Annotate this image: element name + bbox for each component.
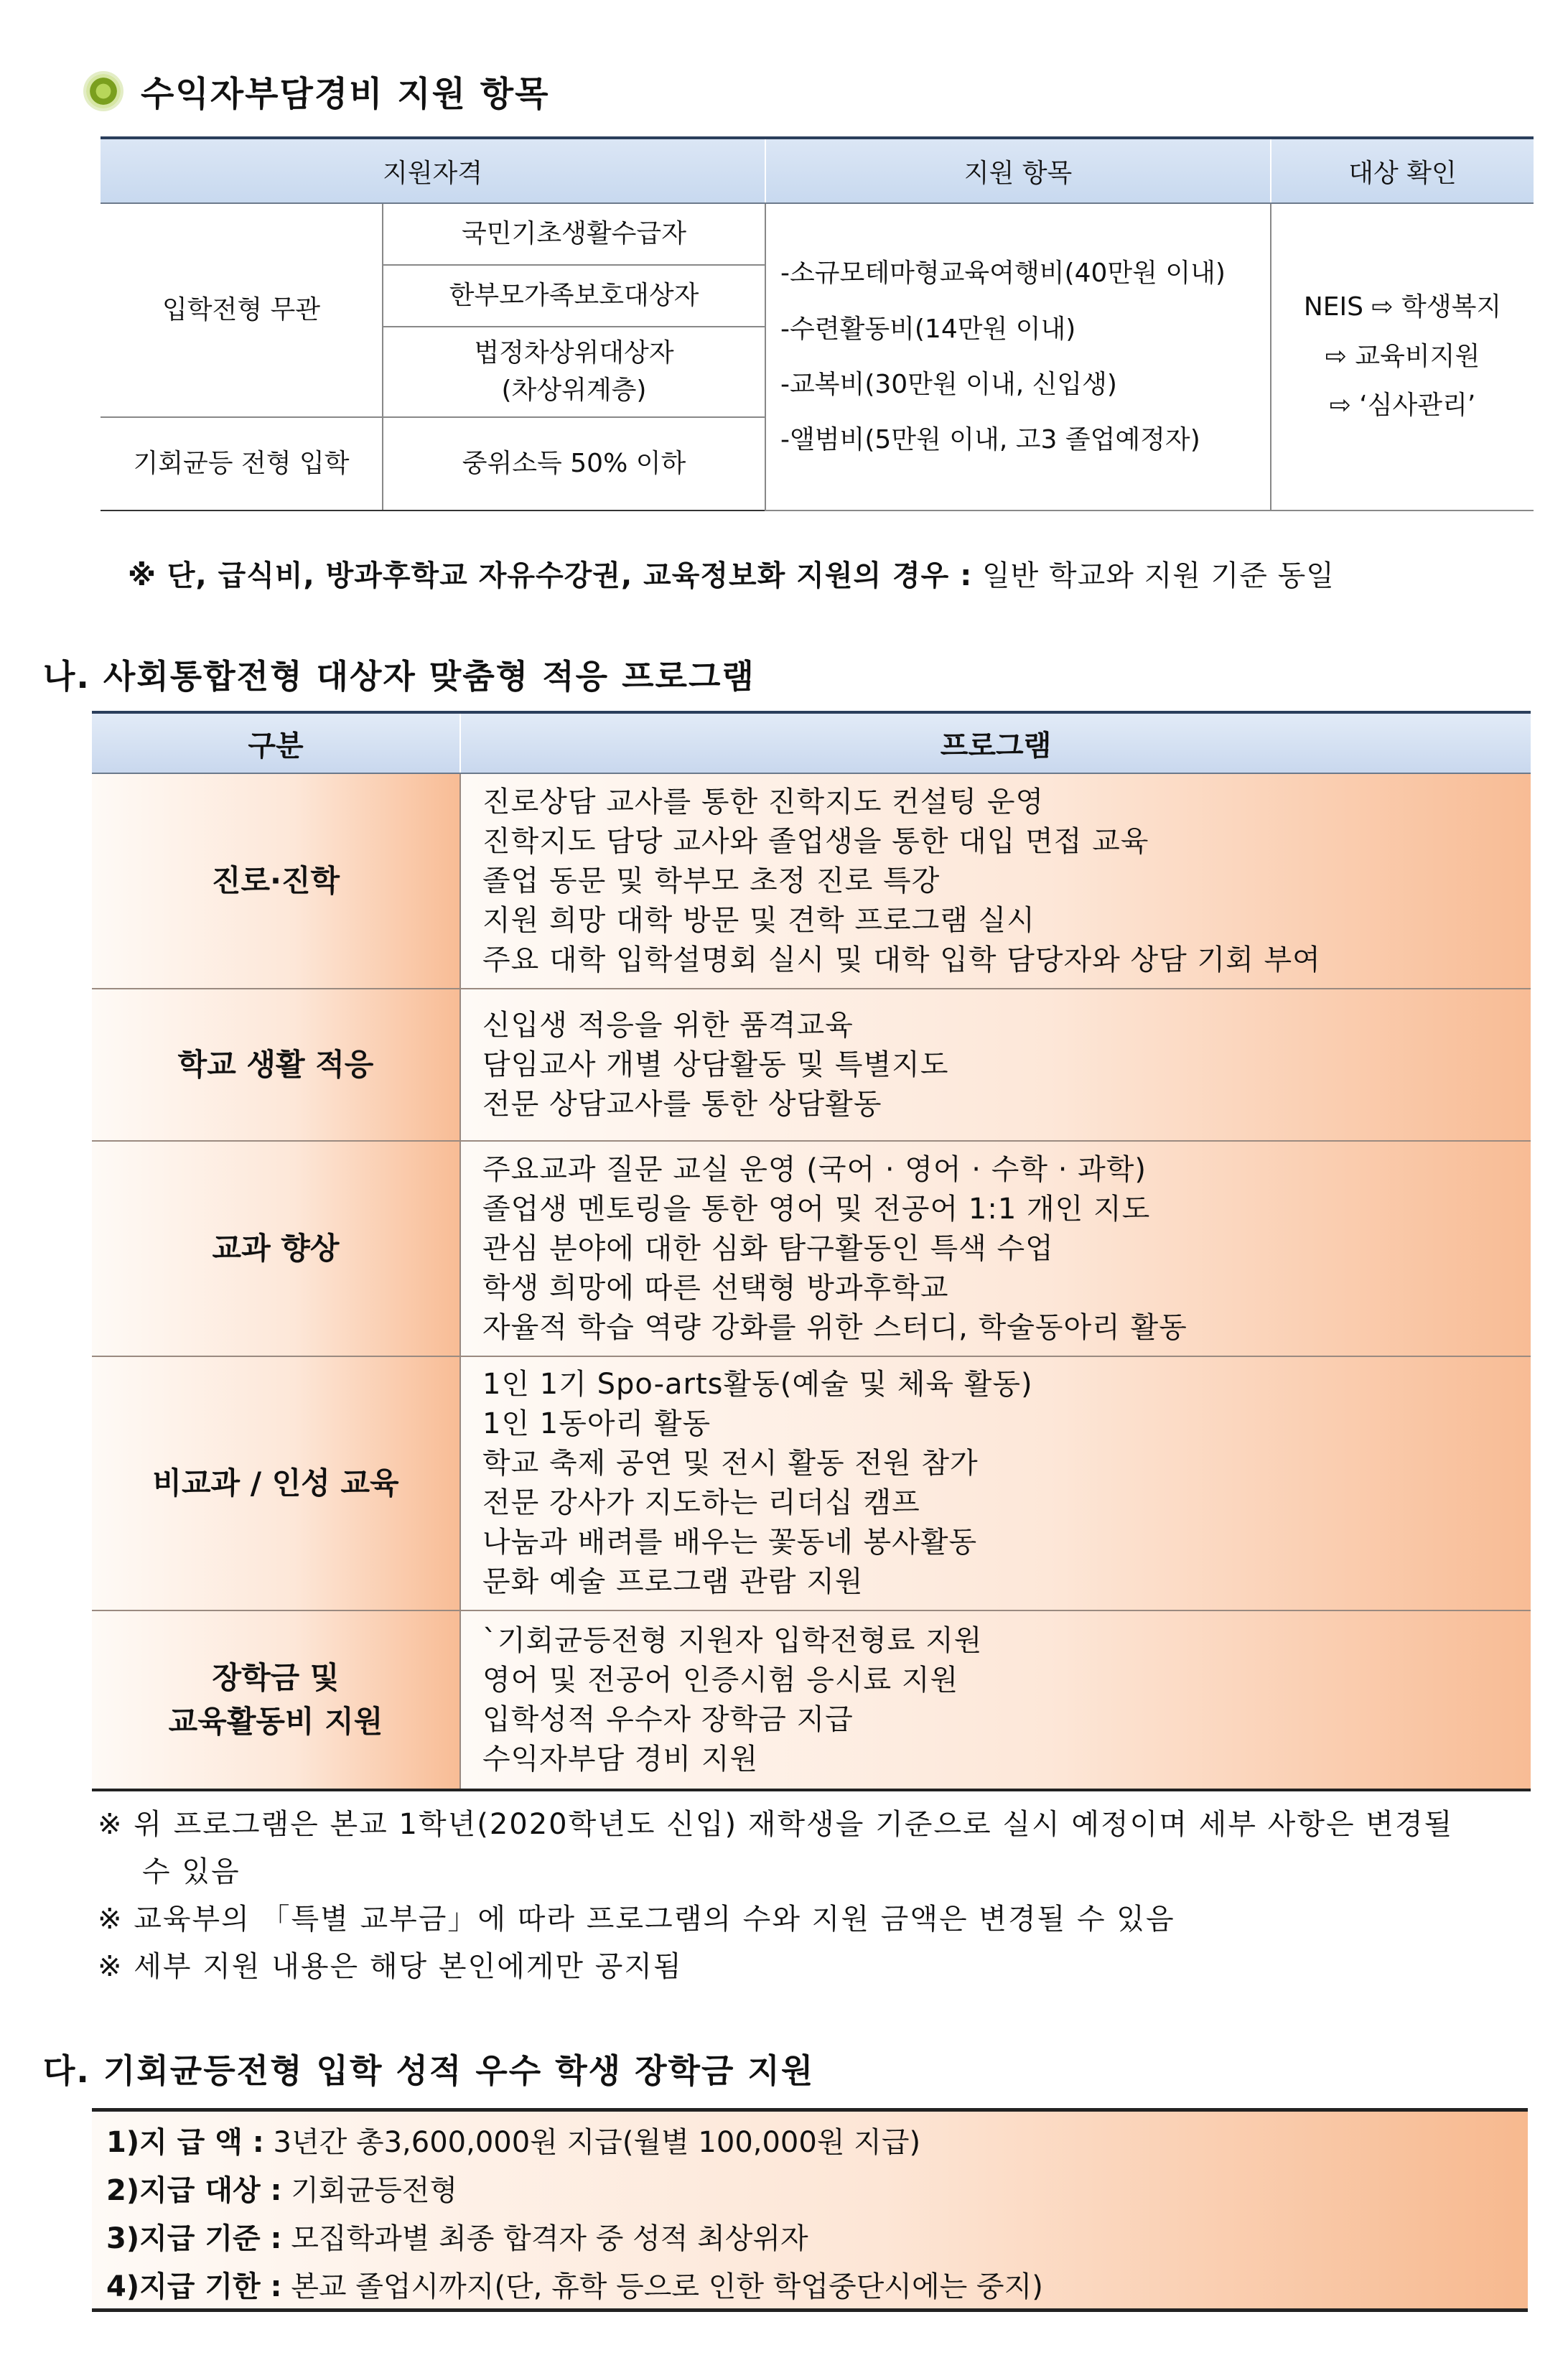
note-line: ※ 세부 지원 내용은 해당 본인에게만 공지됨 <box>98 1950 683 1983</box>
row-value: 3년간 총3,600,000원 지급(월별 100,000원 지급) <box>263 2126 921 2159</box>
scholarship-box <box>92 2108 1528 2312</box>
program-line: 자율적 학습 역량 강화를 위한 스터디, 학술동아리 활동 <box>482 1310 1187 1344</box>
section1-title: 수익자부담경비 지원 항목 <box>141 74 550 114</box>
program-line: 전문 강사가 지도하는 리더십 캠프 <box>482 1486 920 1519</box>
note-bold-part: ※ 단, 급식비, 방과후학교 자유수강권, 교육정보화 지원의 경우 : <box>128 559 973 592</box>
target-check-cell <box>1271 203 1534 511</box>
header-target-check: 대상 확인 <box>1271 138 1534 203</box>
program-cell <box>460 989 1531 1141</box>
scholarship-row <box>106 2263 1528 2311</box>
support-items-cell <box>765 203 1271 511</box>
program-cell <box>460 1610 1531 1790</box>
section2-notes <box>98 1801 1541 1990</box>
program-line: 나눔과 배려를 배우는 꽃동네 봉사활동 <box>482 1526 978 1559</box>
section1-note <box>128 553 1335 594</box>
category-cell: 교과 향상 <box>92 1141 460 1356</box>
program-line: 1인 1동아리 활동 <box>482 1407 711 1440</box>
note-line: 수 있음 <box>142 1855 241 1888</box>
program-line: 학생 희망에 따른 선택형 방과후학교 <box>482 1271 949 1305</box>
qualification-cell: 한부모가족보호대상자 <box>383 265 765 327</box>
category-cell: 비교과 / 인성 교육 <box>92 1356 460 1610</box>
check-step: NEIS ⇨ 학생복지 <box>1303 292 1502 322</box>
row-value: 본교 졸업시까지(단, 휴학 등으로 인한 학업중단시에는 중지) <box>281 2270 1043 2303</box>
program-line: 문화 예술 프로그램 관람 지원 <box>482 1565 864 1598</box>
check-step: ⇨ ‘심사관리’ <box>1329 391 1476 421</box>
program-line: 신입생 적응을 위한 품격교육 <box>482 1008 854 1042</box>
program-line: 관심 분야에 대한 심화 탐구활동인 특색 수업 <box>482 1231 1054 1265</box>
program-line: 입학성적 우수자 장학금 지급 <box>482 1702 854 1736</box>
program-line: 진학지도 담당 교사와 졸업생을 통한 대입 면접 교육 <box>482 824 1149 858</box>
program-line: 담임교사 개별 상담활동 및 특별지도 <box>482 1048 949 1081</box>
qualification-cell: 법정차상위대상자 (차상위계층) <box>383 327 765 417</box>
row-label: 2)지급 대상 : <box>106 2174 282 2207</box>
group1-label: 입학전형 무관 <box>101 203 383 417</box>
program-line: 지원 희망 대학 방문 및 견학 프로그램 실시 <box>482 903 1035 937</box>
scholarship-row <box>106 2119 1528 2167</box>
note-line: ※ 교육부의 「특별 교부금」에 따라 프로그램의 수와 지원 금액은 변경될 수 있음 <box>98 1903 1175 1936</box>
check-step: ⇨ 교육비지원 <box>1325 341 1480 371</box>
program-line: 수익자부담 경비 지원 <box>482 1742 759 1776</box>
category-cell: 장학금 및 교육활동비 지원 <box>92 1610 460 1790</box>
program-line: 주요교과 질문 교실 운영 (국어 · 영어 · 수학 · 과학) <box>482 1152 1147 1186</box>
qualification-cell: 중위소득 50% 이하 <box>383 417 765 511</box>
program-line: 주요 대학 입학설명회 실시 및 대학 입학 담당자와 상담 기회 부여 <box>482 943 1321 976</box>
row-label: 4)지급 기한 : <box>106 2270 282 2303</box>
row-label: 3)지급 기준 : <box>106 2222 282 2255</box>
row-value: 모집학과별 최종 합격자 중 성적 최상위자 <box>281 2222 808 2255</box>
program-cell <box>460 1141 1531 1356</box>
support-item: -소규모테마형교육여행비(40만원 이내) <box>780 258 1226 289</box>
note-rest-part: 일반 학교와 지원 기준 동일 <box>972 559 1335 592</box>
program-line: 학교 축제 공연 및 전시 활동 전원 참가 <box>482 1447 979 1480</box>
program-line: 영어 및 전공어 인증시험 응시료 지원 <box>482 1663 959 1697</box>
header-support-items: 지원 항목 <box>765 138 1271 203</box>
green-bullet-icon <box>86 74 121 108</box>
qualification-cell: 국민기초생활수급자 <box>383 203 765 265</box>
group2-label: 기회균등 전형 입학 <box>101 417 383 511</box>
program-line: 전문 상담교사를 통한 상담활동 <box>482 1087 882 1121</box>
header-qualification: 지원자격 <box>101 138 765 203</box>
header-category: 구분 <box>92 712 460 773</box>
program-line: 졸업 동문 및 학부모 초정 진로 특강 <box>482 864 941 898</box>
category-cell: 진로·진학 <box>92 773 460 989</box>
support-item: -교복비(30만원 이내, 신입생) <box>780 370 1117 399</box>
section2-title: 나. 사회통합전형 대상자 맞춤형 적응 프로그램 <box>43 657 755 696</box>
scholarship-row <box>106 2167 1528 2215</box>
row-label: 1)지 급 액 : <box>106 2126 264 2159</box>
program-table <box>92 711 1531 1791</box>
section1-heading <box>86 66 549 116</box>
scholarship-row <box>106 2215 1528 2263</box>
support-item: -수련활동비(14만원 이내) <box>780 314 1076 344</box>
support-items-table <box>101 136 1534 511</box>
program-cell <box>460 1356 1531 1610</box>
program-line: 졸업생 멘토링을 통한 영어 및 전공어 1:1 개인 지도 <box>482 1192 1151 1226</box>
program-line: `기회균등전형 지원자 입학전형료 지원 <box>482 1623 983 1657</box>
row-value: 기회균등전형 <box>281 2174 458 2207</box>
note-line: ※ 위 프로그램은 본교 1학년(2020학년도 신입) 재학생을 기준으로 실시 예정이며 세부 사항은 변경될 <box>98 1808 1454 1841</box>
section3-title: 다. 기회균등전형 입학 성적 우수 학생 장학금 지원 <box>43 2051 815 2090</box>
header-program: 프로그램 <box>460 712 1531 773</box>
program-line: 진로상담 교사를 통한 진학지도 컨설팅 운영 <box>482 785 1045 819</box>
program-cell <box>460 773 1531 989</box>
program-line: 1인 1기 Spo-arts활동(예술 및 체육 활동) <box>482 1368 1033 1401</box>
support-item: -앨범비(5만원 이내, 고3 졸업예정자) <box>780 425 1200 455</box>
category-cell: 학교 생활 적응 <box>92 989 460 1141</box>
